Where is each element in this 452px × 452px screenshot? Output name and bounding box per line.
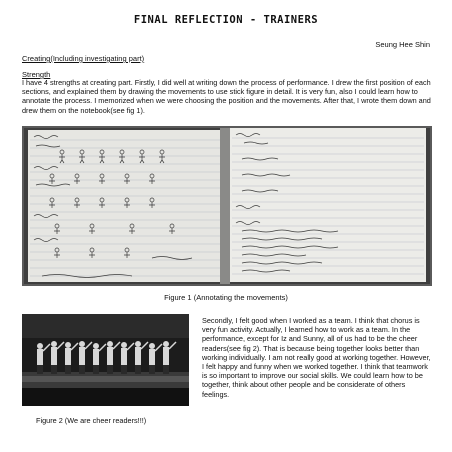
paragraph-strengths: I have 4 strengths at creating part. Firstly, I did well at writing down the process of performance. I drew the first position of each sections, and explained them by drawing the movements to use stick figure in detail. It is very fun, also I could learn how to annotate the process. I memorized when we were choosing the position and the movements. After that, I wrote them down and drew them on the notebook(see fig 1). (22, 78, 431, 115)
author-name: Seung Hee Shin (375, 40, 430, 49)
figure-1-caption: Figure 1 (Annotating the movements) (164, 293, 288, 302)
section-heading: Creating(Including investigating part) (22, 54, 145, 63)
figure-2-caption: Figure 2 (We are cheer readers!!!) (36, 416, 147, 425)
document-title: FINAL REFLECTION - TRAINERS (133, 14, 319, 26)
notebook-photo (22, 126, 432, 286)
performance-photo (22, 314, 189, 406)
strength-heading: Strength (22, 70, 51, 79)
paragraph-teamwork: Secondly, I felt good when I worked as a team. I think that chorus is very fun activity. Actually, I learned how to work as a team. In the performance, except for Iz and Sunny, all of us had to be the cheer readers(see fig 2). That is because being together looks better than working individually. I am not really good at working together. However, I felt happy and funny when we worked together. I think that teamwork is so important to improve our social skills. We could learn how to be together, think about other people and be considerate of others feelings. (202, 316, 431, 399)
notebook-left-page (28, 130, 224, 282)
notebook-right-page (226, 128, 426, 282)
